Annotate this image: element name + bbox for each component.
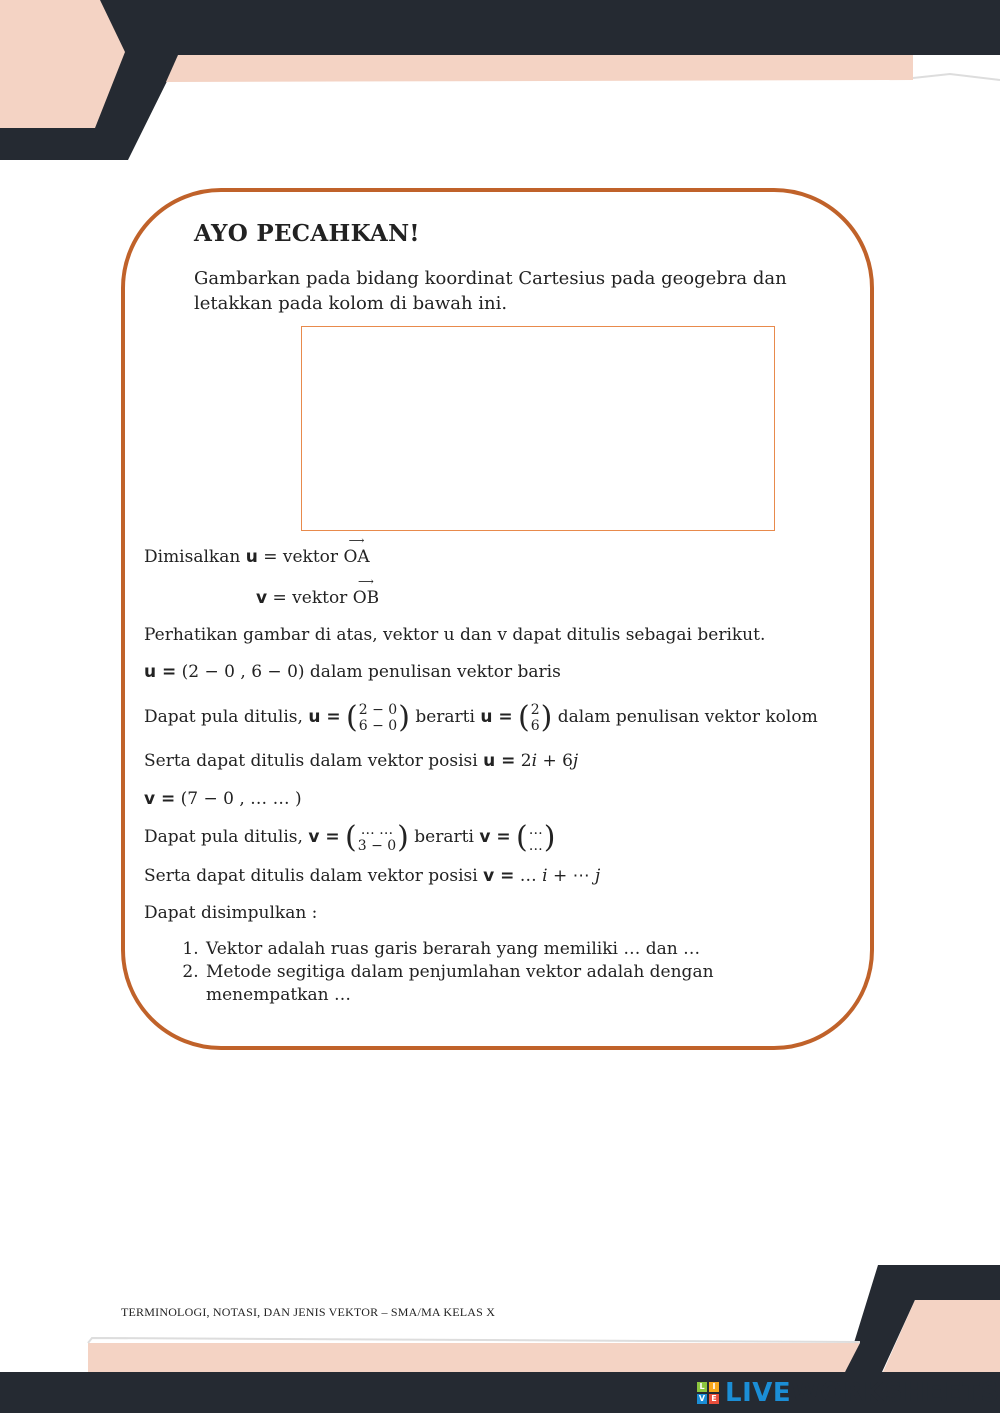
line-u-row — [144, 660, 561, 684]
u-result-matrix: ( 2 6 ) — [518, 699, 553, 735]
v-row-vector: (7 − 0 , … … ) — [180, 789, 302, 809]
v-eq: v = — [479, 827, 511, 847]
v-result-matrix: ( … … ) — [515, 819, 556, 855]
serta-text: Serta dapat ditulis dalam vektor posisi — [144, 751, 478, 771]
label-eq-vektor: = vektor — [272, 588, 348, 608]
u-row-vector: (2 − 0 , 6 − 0) — [181, 662, 305, 682]
u-eq: u = — [308, 707, 341, 727]
header-pink-band — [166, 55, 913, 82]
liveworksheets-logo — [697, 1378, 1000, 1408]
u-position-vector: 2𝑖 + 6𝑗 — [520, 751, 579, 771]
conclusion-list — [144, 938, 814, 1007]
baris-text: dalam penulisan vektor baris — [309, 662, 561, 682]
v-eq: v = — [308, 827, 340, 847]
v-column-matrix: ( … … 3 − 0 ) — [345, 819, 409, 855]
u-column-matrix: ( 2 − 0 6 − 0 ) — [346, 699, 410, 735]
footer-pink-band — [88, 1343, 860, 1372]
u-eq: u = — [480, 707, 513, 727]
logo-grid-icon: L I V E — [697, 1382, 719, 1404]
v-position-vector: … 𝑖 + ⋯ 𝑗 — [519, 866, 601, 886]
list-item: 1. Vektor adalah ruas garis berarah yang memiliki … dan … — [204, 938, 814, 961]
section-title: AYO PECAHKAN! — [194, 220, 420, 247]
kolom-text: dalam penulisan vektor kolom — [557, 707, 818, 727]
footer-paper-edge — [88, 1338, 860, 1343]
berarti: berarti — [414, 827, 474, 847]
line-u-position — [144, 749, 578, 773]
instruction-text: Gambarkan pada bidang koordinat Cartesius pada geogebra dan letakkan pada kolom di bawah ini. — [194, 268, 787, 314]
label-eq-vektor: = vektor — [263, 547, 339, 567]
vector-arrow-icon: ⟶ — [358, 575, 374, 588]
vector-oa: ⟶ OA — [343, 534, 370, 567]
line-v-column — [144, 818, 555, 856]
logo-wordmark: LIVEWORKSHEETS — [725, 1378, 1000, 1408]
header-paper-edge — [913, 74, 1000, 80]
list-item: 2. Metode segitiga dalam penjumlahan vektor adalah dengan menempatkan … — [204, 961, 814, 1007]
u-eq: u = — [144, 662, 177, 682]
vector-arrow-icon: ⟶ — [348, 534, 365, 547]
u-eq: u = — [483, 751, 516, 771]
line-kesimpulan: Dapat disimpulkan : — [144, 903, 318, 923]
v-eq: v = — [144, 789, 176, 809]
label-dimisalkan: Dimisalkan — [144, 547, 241, 567]
line-perhatikan: Perhatikan gambar di atas, vektor u dan v dapat ditulis sebagai berikut. — [144, 625, 766, 645]
v-eq: v = — [483, 866, 515, 886]
berarti: berarti — [415, 707, 475, 727]
line-u-column — [144, 698, 818, 736]
serta-text: Serta dapat ditulis dalam vektor posisi — [144, 866, 478, 886]
footer-text: TERMINOLOGI, NOTASI, DAN JENIS VEKTOR – SMA/MA KELAS X — [121, 1305, 496, 1319]
dapat-pula: Dapat pula ditulis, — [144, 707, 303, 727]
geogebra-answer-box[interactable] — [301, 326, 775, 531]
vector-ob: ⟶ OB — [352, 575, 380, 608]
line-v-position — [144, 864, 600, 888]
line-u-definition — [144, 534, 370, 569]
line-v-row — [144, 787, 302, 811]
symbol-u: u — [245, 547, 258, 567]
dapat-pula: Dapat pula ditulis, — [144, 827, 303, 847]
symbol-v: v — [256, 588, 268, 608]
line-v-definition — [256, 575, 380, 610]
